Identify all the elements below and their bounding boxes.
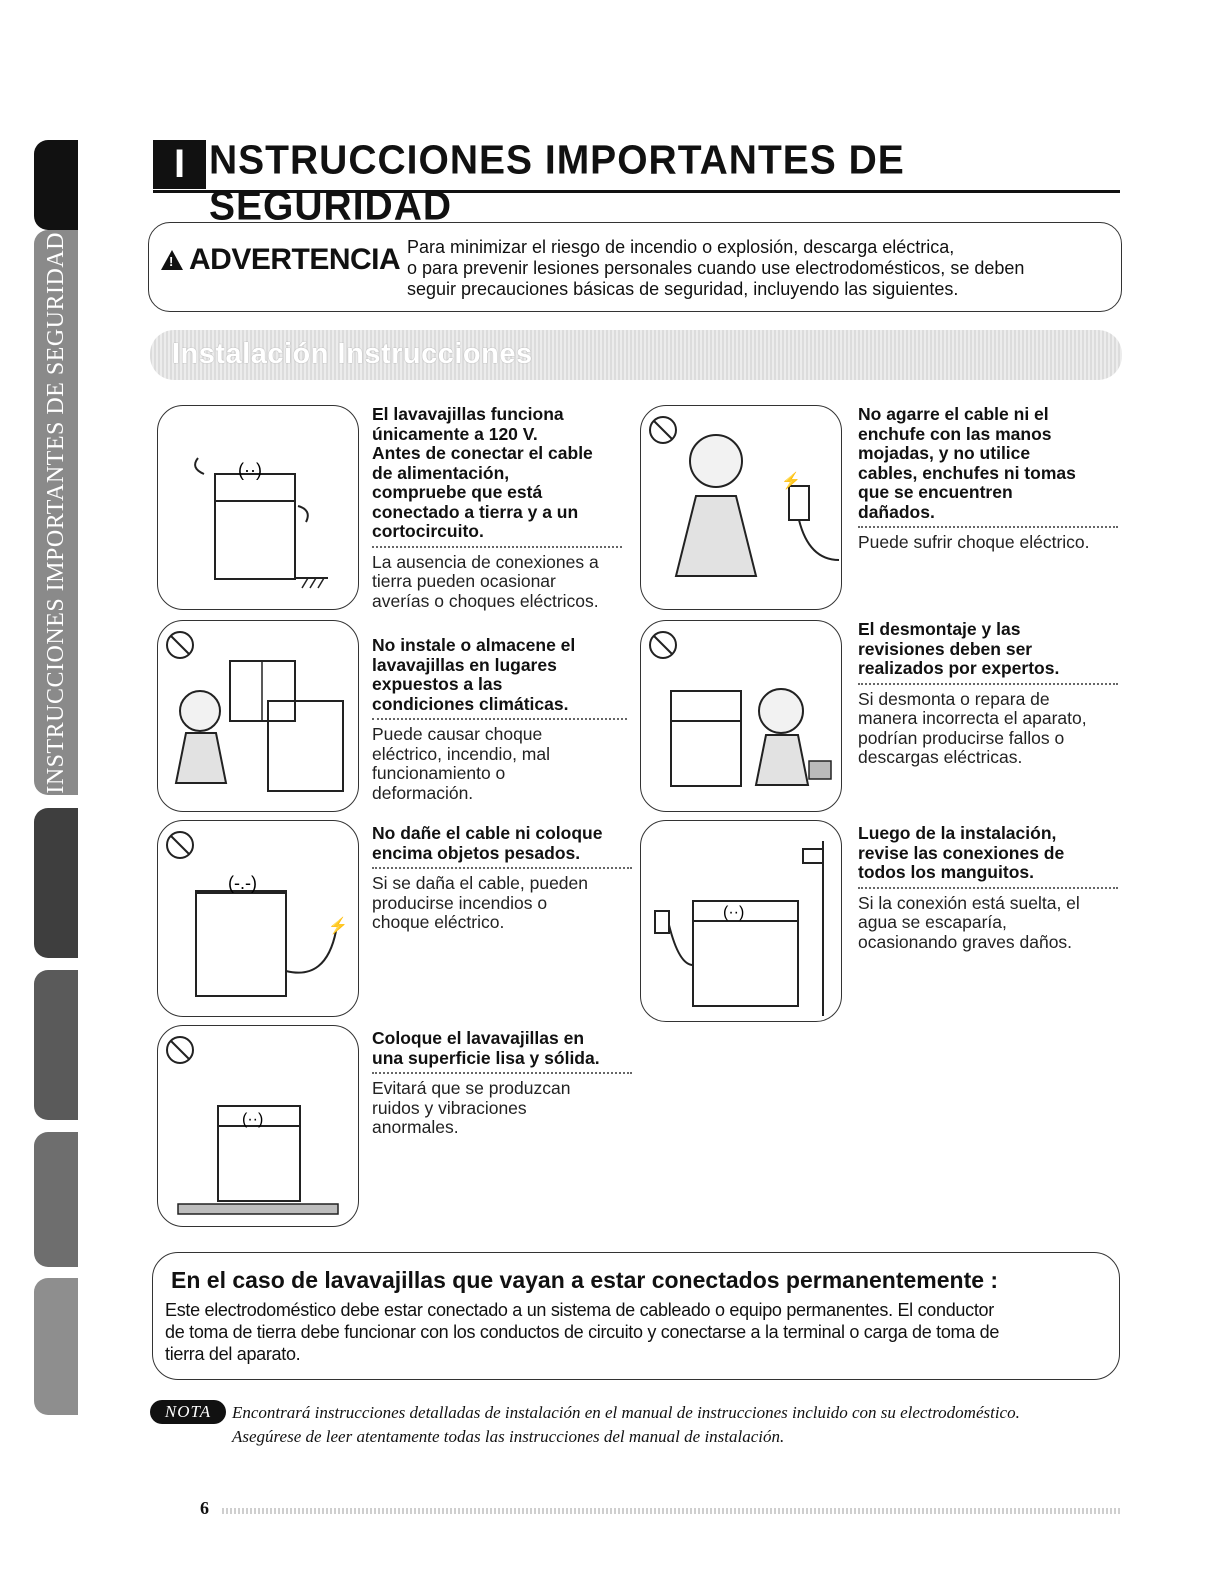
item-heading: [372, 1029, 632, 1068]
body-line: choque eléctrico.: [372, 912, 505, 932]
body-line: Puede causar choque: [372, 724, 543, 744]
heading-line: No instale o almacene el: [372, 635, 576, 655]
heading-line: revise las conexiones de: [858, 842, 1065, 863]
body-line: producirse incendios o: [372, 892, 548, 913]
note-text: [232, 1401, 1020, 1449]
dotted-divider: [372, 546, 622, 548]
section-header: [150, 330, 1122, 380]
side-tab-1: [34, 140, 78, 230]
heading-line: El desmontaje y las: [858, 619, 1021, 639]
side-tab-6[interactable]: [34, 1278, 78, 1415]
warning-text: [407, 237, 1107, 300]
dotted-divider: [372, 718, 627, 720]
heading-line: mojadas, y no utilice: [858, 443, 1031, 463]
hose-connection-illustration: [640, 820, 842, 1022]
svg-text:(··): (··): [723, 904, 745, 921]
heading-line: No agarre el cable ni el: [858, 404, 1049, 424]
warning-label-text: ADVERTENCIA: [189, 243, 401, 276]
svg-text:(-.-): (-.-): [228, 873, 257, 893]
side-tab-4[interactable]: [34, 970, 78, 1120]
body-line: anormales.: [372, 1117, 459, 1137]
body-line: eléctrico, incendio, mal: [372, 743, 550, 764]
note-badge: [150, 1400, 226, 1424]
body-line: averías o choques eléctricos.: [372, 590, 599, 611]
item-body: [372, 874, 632, 933]
heading-line: conectado a tierra y a un: [372, 501, 579, 522]
svg-text:(··): (··): [238, 460, 262, 480]
page-title: NSTRUCCIONES IMPORTANTES DE SEGURIDAD: [209, 137, 905, 230]
body-line: descargas eléctricas.: [858, 747, 1023, 767]
body-line: tierra pueden ocasionar: [372, 571, 556, 591]
permanent-line: tierra del aparato.: [165, 1344, 301, 1364]
permanent-line: de toma de tierra debe funcionar con los conductos de circuito y conectarse a la terminal o carga de toma de: [165, 1322, 1000, 1342]
heading-line: No dañe el cable ni coloque: [372, 823, 603, 843]
wet-hands-plug-illustration: [640, 405, 842, 610]
item-heading: [858, 824, 1118, 883]
item-heading: [372, 405, 622, 542]
permanent-line: Este electrodoméstico debe estar conectado a un sistema de cableado o equipo permanentes. El conductor: [165, 1300, 994, 1320]
permanent-title: En el caso de lavavajillas que vayan a estar conectados permanentemente :: [171, 1267, 999, 1293]
body-line: ruidos y vibraciones: [372, 1097, 527, 1118]
warning-box: [148, 222, 1122, 312]
note-line: Asegúrese de leer atentamente todas las instrucciones del manual de instalación.: [232, 1427, 785, 1446]
item-heading: [372, 824, 632, 863]
body-line: Si la conexión está suelta, el: [858, 892, 1080, 913]
body-line: La ausencia de conexiones a: [372, 551, 599, 572]
svg-text:⚡: ⚡: [328, 918, 348, 935]
heading-line: cables, enchufes ni tomas: [858, 462, 1076, 483]
item-body: [372, 553, 622, 612]
body-line: agua se escaparía,: [858, 912, 1007, 932]
warning-line: o para prevenir lesiones personales cuando use electrodomésticos, se deben: [407, 258, 1025, 278]
title-initial-block: [153, 140, 206, 189]
section-title: Instalación Instrucciones: [172, 338, 533, 370]
item-body: [372, 725, 627, 803]
warning-label: [161, 243, 400, 277]
heading-line: Coloque el lavavajillas en: [372, 1028, 585, 1048]
heading-line: condiciones climáticas.: [372, 693, 569, 714]
side-tab-active[interactable]: [34, 230, 78, 795]
warning-line: Para minimizar el riesgo de incendio o explosión, descarga eléctrica,: [407, 237, 955, 257]
heading-line: El lavavajillas funciona: [372, 404, 564, 424]
dotted-divider: [858, 683, 1118, 685]
body-line: Si desmonta o repara de: [858, 688, 1050, 709]
heading-line: Luego de la instalación,: [858, 823, 1057, 843]
permanent-connection-box: [152, 1252, 1120, 1380]
item-body: [858, 894, 1118, 953]
heading-line: compruebe que está: [372, 482, 543, 502]
item-body: [858, 690, 1118, 768]
note-badge-label: NOTA: [164, 1402, 212, 1421]
weather-exposure-illustration: [157, 620, 359, 812]
heading-line: Antes de conectar el cable: [372, 443, 593, 463]
dotted-divider: [858, 526, 1118, 528]
dotted-divider: [372, 1072, 632, 1074]
heading-line: dañados.: [858, 501, 935, 522]
repair-expert-illustration: [640, 620, 842, 812]
heading-line: encima objetos pesados.: [372, 842, 581, 863]
page-footer-rule: [222, 1508, 1122, 1514]
cable-damage-illustration: [157, 820, 359, 1017]
body-line: manera incorrecta el aparato,: [858, 708, 1087, 728]
heading-line: lavavajillas en lugares: [372, 654, 557, 675]
item-body: [372, 1079, 632, 1138]
item-body: [858, 533, 1118, 553]
side-tab-strip: [34, 140, 78, 1415]
heading-line: realizados por expertos.: [858, 658, 1060, 678]
body-line: Evitará que se produzcan: [372, 1078, 571, 1098]
heading-line: cortocircuito.: [372, 521, 484, 541]
note-line: Encontrará instrucciones detalladas de instalación en el manual de instrucciones incluido con su electrodoméstico.: [232, 1403, 1020, 1422]
heading-line: una superficie lisa y sólida.: [372, 1047, 600, 1068]
heading-line: únicamente a 120 V.: [372, 423, 538, 444]
heading-line: expuestos a las: [372, 674, 503, 694]
item-heading: [858, 405, 1118, 522]
dotted-divider: [858, 887, 1118, 889]
heading-line: todos los manguitos.: [858, 862, 1034, 882]
page-number: 6: [200, 1498, 209, 1518]
page-title-bar: [153, 137, 1120, 230]
body-line: deformación.: [372, 782, 474, 803]
warning-triangle-icon: [161, 250, 183, 270]
body-line: Si se daña el cable, pueden: [372, 873, 588, 893]
side-tab-label: INSTRUCCIONES IMPORTANTES DE SEGURIDAD: [42, 231, 69, 794]
dishwasher-ground-illustration: [157, 405, 359, 610]
body-line: Puede sufrir choque eléctrico.: [858, 532, 1090, 552]
permanent-text: [165, 1299, 1105, 1365]
heading-line: revisiones deben ser: [858, 638, 1033, 659]
heading-line: enchufe con las manos: [858, 423, 1052, 444]
side-tab-3[interactable]: [34, 808, 78, 958]
body-line: podrían producirse fallos o: [858, 727, 1065, 748]
heading-line: que se encuentren: [858, 482, 1013, 502]
body-line: ocasionando graves daños.: [858, 931, 1073, 952]
side-tab-5[interactable]: [34, 1132, 78, 1267]
body-line: funcionamiento o: [372, 763, 506, 783]
svg-text:⚡: ⚡: [781, 473, 801, 490]
title-initial: I: [173, 142, 186, 186]
heading-line: de alimentación,: [372, 462, 510, 483]
warning-line: seguir precauciones básicas de seguridad, incluyendo las siguientes.: [407, 279, 959, 299]
item-heading: [858, 620, 1118, 679]
item-heading: [372, 636, 627, 714]
svg-text:(··): (··): [242, 1111, 264, 1128]
dotted-divider: [372, 867, 632, 869]
flat-surface-illustration: [157, 1025, 359, 1227]
